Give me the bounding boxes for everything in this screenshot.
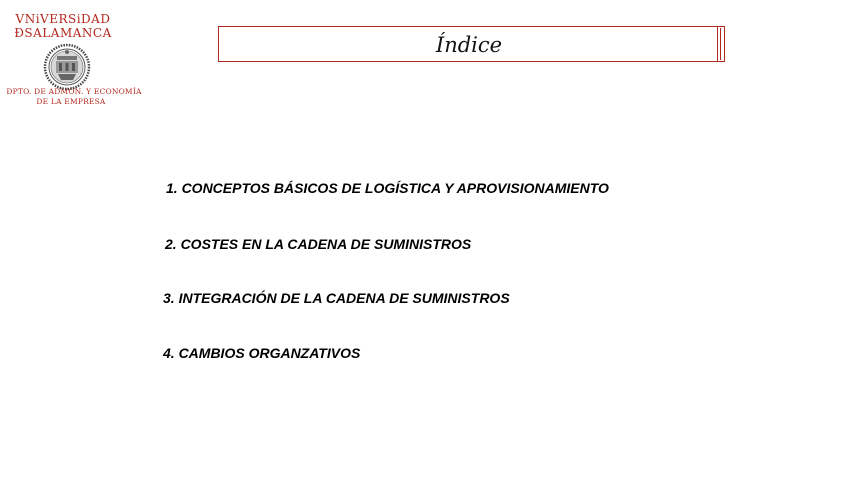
university-seal-icon: [43, 43, 91, 91]
index-item-4: 4. CAMBIOS ORGANZATIVOS: [163, 345, 361, 361]
page-title: Índice: [435, 33, 503, 57]
university-logo: [0, 6, 148, 110]
title-box: [218, 26, 718, 62]
index-item-3: 3. INTEGRACIÓN DE LA CADENA DE SUMINISTROS: [163, 290, 510, 306]
index-item-1: 1. CONCEPTOS BÁSICOS DE LOGÍSTICA Y APROVISIONAMIENTO: [166, 180, 609, 196]
index-item-2: 2. COSTES EN LA CADENA DE SUMINISTROS: [165, 236, 472, 252]
logo-department-line1: DPTO. DE ADMÓN. Y ECONOMÍA: [6, 87, 142, 96]
logo-city-name: ÐSALAMANCA: [14, 26, 112, 40]
title-box-edge: [718, 26, 725, 62]
logo-department-line2: DE LA EMPRESA: [36, 97, 106, 106]
logo-university-name: VNiVERSiDAD: [15, 12, 111, 26]
